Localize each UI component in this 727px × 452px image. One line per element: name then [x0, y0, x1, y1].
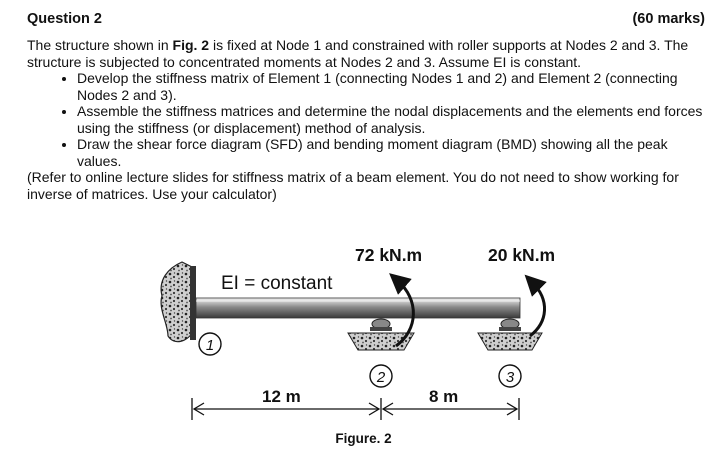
figure-caption: Figure. 2: [335, 431, 392, 446]
intro-text-1: The structure shown in: [27, 37, 173, 53]
node-marker-2: [370, 365, 392, 387]
task-item: • Assemble the stiffness matrices and determine the nodal displacements and the elements end forces using the stiffness (or displacement) method of analysis.: [77, 103, 707, 136]
node-label-1: 1: [205, 337, 215, 354]
note-paragraph: (Refer to online lecture slides for stiffness matrix of a beam element. You do not need to show working for inverse of matrices. Use your calculator): [27, 169, 679, 202]
moment-label-node2: 72 kN.m: [355, 245, 423, 265]
fixed-support-node1: [161, 262, 194, 342]
node-label-2: 2: [376, 369, 386, 386]
question-title: Question 2: [27, 11, 102, 27]
node-label-3: 3: [505, 369, 515, 386]
task-item: • Develop the stiffness matrix of Element 1 (connecting Nodes 1 and 2) and Element 2 (connecting Nodes 2 and 3).: [77, 70, 707, 103]
fixed-support-wall: [190, 266, 196, 340]
span-label-1: 12 m: [262, 387, 301, 406]
dimension-lines: [192, 398, 519, 420]
span-label-2: 8 m: [429, 387, 459, 406]
moment-label-node3: 20 kN.m: [488, 245, 556, 265]
moment-arrow-node3: [530, 282, 545, 336]
intro-text-2: is fixed at Node 1 and constrained with roller supports at Nodes 2 and 3. The structure is subjected to concentrated moments at Nodes 2 and 3. Assume EI is constant.: [27, 37, 689, 70]
question-marks: (60 marks): [632, 11, 705, 27]
ei-label: EI = constant: [221, 273, 333, 294]
roller-support-node2: [348, 319, 414, 350]
node-marker-1: [199, 333, 221, 355]
task-item: • Draw the shear force diagram (SFD) and bending moment diagram (BMD) showing all the peak values.: [77, 136, 707, 169]
node-marker-3: [499, 365, 521, 387]
figure-reference: Fig. 2: [172, 37, 210, 53]
